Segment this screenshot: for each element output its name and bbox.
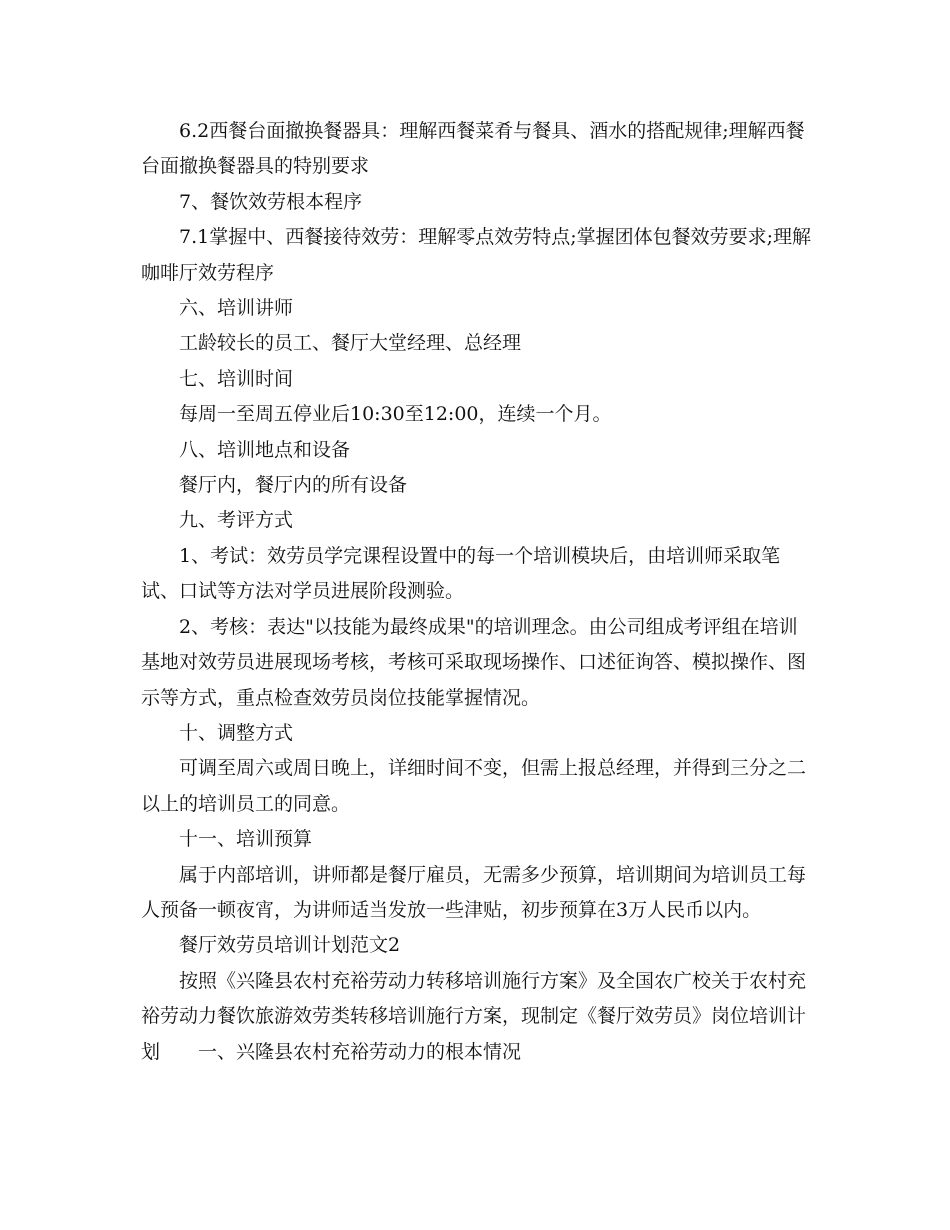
heading-evaluation: 九、考评方式 xyxy=(179,509,294,532)
heading-training-time: 七、培训时间 xyxy=(179,367,294,390)
paragraph-exam: 1、考试：效劳员学完课程设置中的每一个培训模块后，由培训师采取笔试、口试等方法对学员进展阶段测验。 xyxy=(141,544,781,603)
heading-trainers: 六、培训讲师 xyxy=(179,297,294,320)
heading-budget: 十一、培训预算 xyxy=(179,828,313,851)
paragraph-western-table-service: 6.2西餐台面撤换餐器具：理解西餐菜肴与餐具、酒水的搭配规律;理解西餐台面撤换餐器具的特别要求 xyxy=(141,120,805,178)
heading-sample-2: 餐厅效劳员培训计划范文2 xyxy=(179,934,401,957)
paragraph-adjustment: 可调至周六或周日晚上，详细时间不变，但需上报总经理，并得到三分之二以上的培训员工的同意。 xyxy=(141,757,807,815)
paragraph-reception-service: 7.1掌握中、西餐接待效劳：理解零点效劳特点;掌握团体包餐效劳要求;理解咖啡厅效劳程序 xyxy=(141,226,812,284)
paragraph-assessment: 2、考核：表达"以技能为最终成果"的培训理念。由公司组成考评组在培训基地对效劳员进展现场考核，考核可采取现场操作、口述征询答、模拟操作、图示等方式，重点检查效劳员岗位技能掌握情况。 xyxy=(141,615,807,709)
paragraph-trainers: 工龄较长的员工、餐厅大堂经理、总经理 xyxy=(179,332,522,355)
heading-location-equipment: 八、培训地点和设备 xyxy=(179,438,351,461)
paragraph-budget: 属于内部培训，讲师都是餐厅雇员，无需多少预算，培训期间为培训员工每人预备一顿夜宵，为讲师适当发放一些津贴，初步预算在3万人民币以内。 xyxy=(141,863,807,921)
heading-service-procedure: 7、餐饮效劳根本程序 xyxy=(179,190,363,213)
heading-adjustment: 十、调整方式 xyxy=(179,721,294,744)
paragraph-location-equipment: 餐厅内，餐厅内的所有设备 xyxy=(179,474,408,497)
paragraph-plan-intro: 按照《兴隆县农村充裕劳动力转移培训施行方案》及全国农广校关于农村充裕劳动力餐饮旅游效劳类转移培训施行方案，现制定《餐厅效劳员》岗位培训计划 一、兴隆县农村充裕劳动力的根本情况 xyxy=(141,969,807,1063)
document-page xyxy=(141,114,813,1070)
paragraph-training-time: 每周一至周五停业后10:30至12:00，连续一个月。 xyxy=(179,403,612,426)
